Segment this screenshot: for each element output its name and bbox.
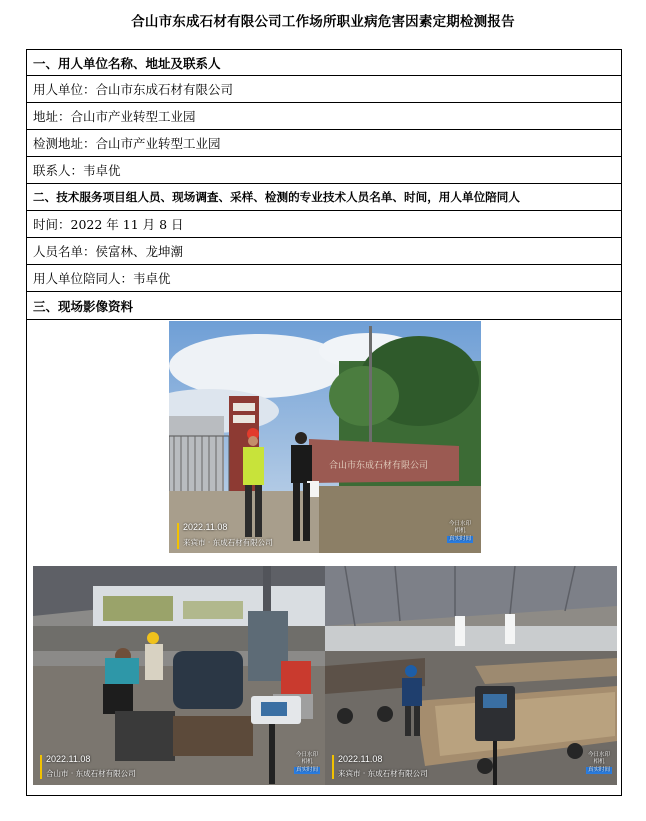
report-title: 合山市东成石材有限公司工作场所职业病危害因素定期检测报告: [131, 14, 515, 30]
photo-date: 2022.11.08: [183, 522, 228, 532]
watermark-tag: 真实时间: [587, 766, 610, 773]
time-row: 时间：2022 年 11 月 8 日: [27, 211, 621, 238]
photo-area: [27, 320, 621, 797]
sign-text: 合山市东成石材有限公司: [329, 461, 429, 471]
photo-location: 来宾市 · 东成石材有限公司: [183, 538, 273, 547]
watermark-logo-line2: 相机: [454, 527, 466, 534]
staff-row: 人员名单：侯富林、龙坤潮: [27, 238, 621, 265]
site-photo-gate: [169, 321, 481, 553]
watermark-bar: [177, 523, 179, 549]
report-table: [26, 49, 622, 796]
watermark-logo-line1: 今日水印: [448, 521, 471, 527]
photo-location: 来宾市 · 东成石材有限公司: [338, 769, 428, 778]
watermark-logo-line2: 相机: [301, 758, 313, 765]
watermark-logo: [291, 752, 323, 774]
site-photo-workshop-right: [325, 566, 617, 785]
watermark-bar: [332, 755, 334, 779]
watermark-bar: [40, 755, 42, 779]
unit-name-row: 用人单位：合山市东成石材有限公司: [27, 76, 621, 103]
watermark-tag: 真实时间: [448, 535, 471, 542]
watermark-logo-line2: 相机: [593, 758, 605, 765]
gate-scene-image: [169, 321, 481, 553]
watermark-logo-line1: 今日水印: [295, 752, 318, 758]
photo-date: 2022.11.08: [338, 754, 383, 764]
site-photo-workshop-left: [33, 566, 325, 785]
workshop-scene-image-left: [33, 566, 325, 785]
detection-address-row: 检测地址：合山市产业转型工业园: [27, 130, 621, 157]
watermark-logo: [443, 521, 477, 543]
photo-date: 2022.11.08: [46, 754, 91, 764]
photo-location: 合山市 · 东成石材有限公司: [46, 769, 136, 778]
companion-row: 用人单位陪同人：韦卓优: [27, 265, 621, 292]
watermark-logo-line1: 今日水印: [587, 752, 610, 758]
section1-heading: 一、用人单位名称、地址及联系人: [27, 50, 621, 76]
address-row: 地址：合山市产业转型工业园: [27, 103, 621, 130]
workshop-scene-image-right: [325, 566, 617, 785]
watermark-logo: [583, 752, 615, 774]
contact-row: 联系人：韦卓优: [27, 157, 621, 184]
section2-heading: 二、技术服务项目组人员、现场调查、采样、检测的专业技术人员名单、时间，用人单位陪同人: [27, 184, 621, 211]
watermark-tag: 真实时间: [295, 766, 318, 773]
section3-heading: 三、现场影像资料: [27, 292, 621, 320]
